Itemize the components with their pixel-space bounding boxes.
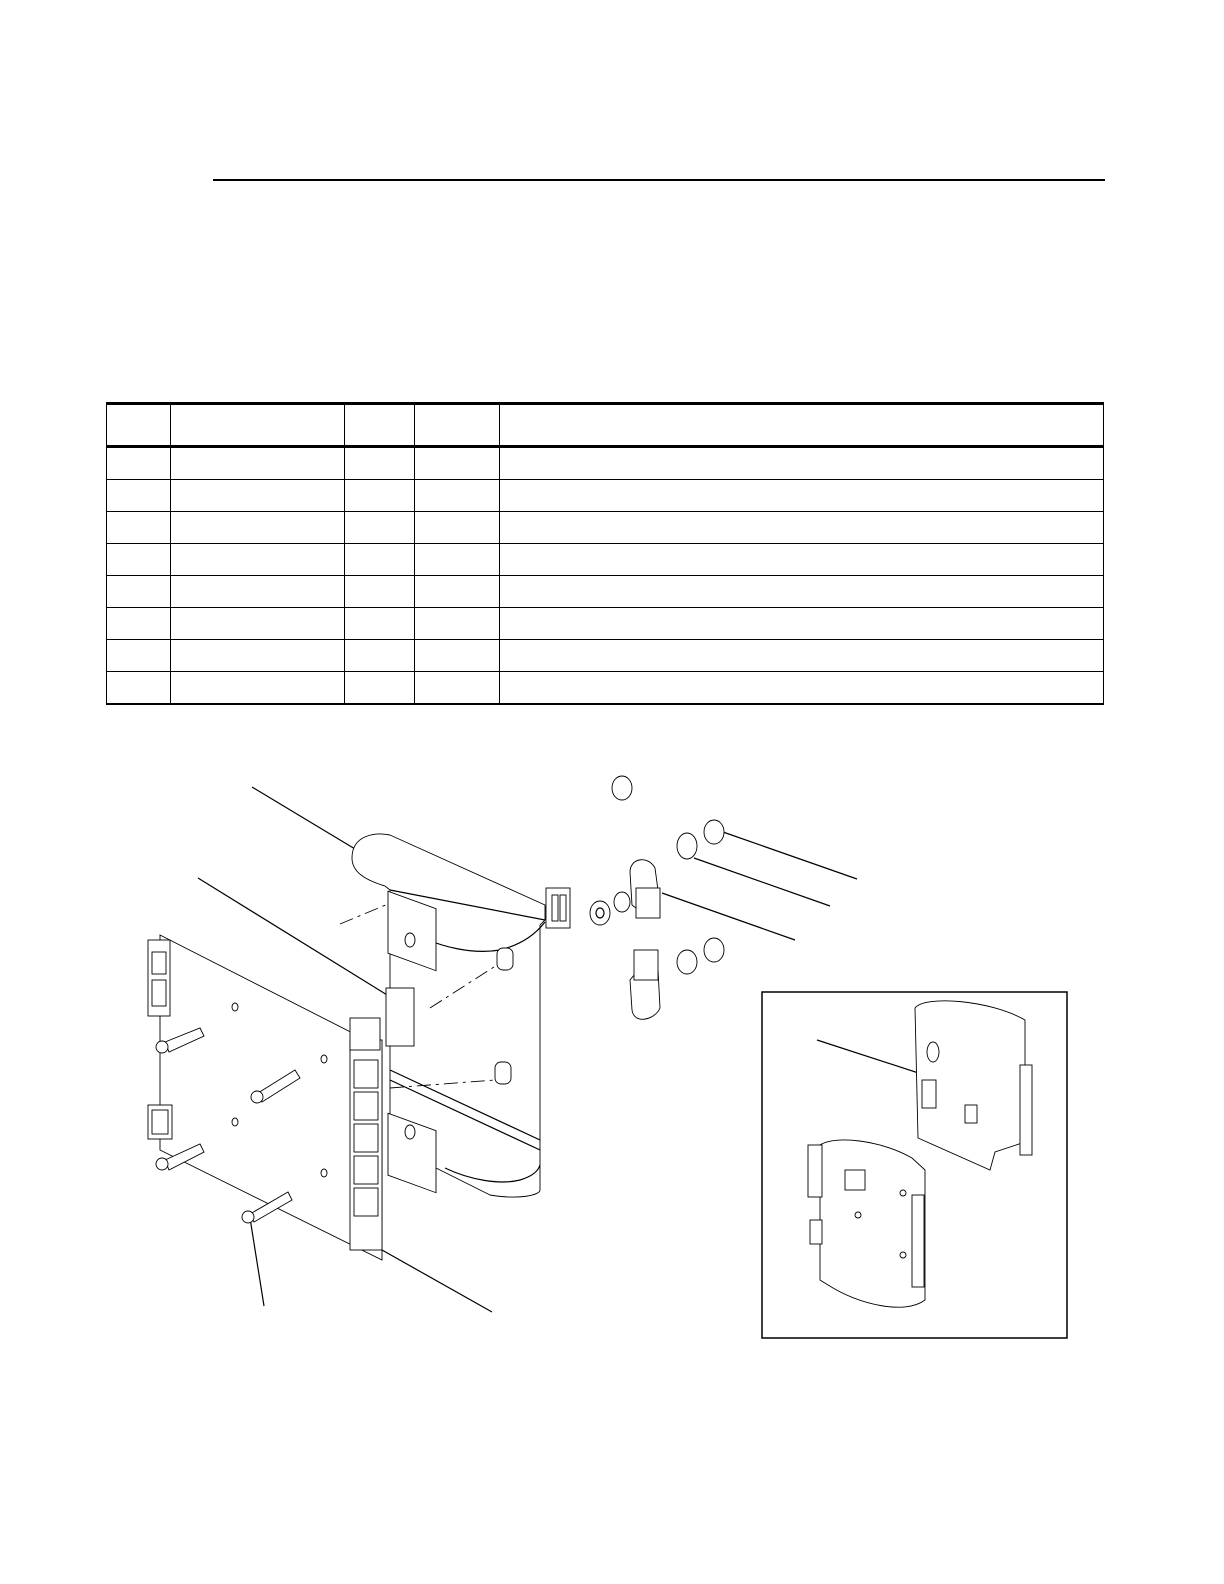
header-cell <box>415 404 500 447</box>
table-cell <box>171 672 345 705</box>
table-cell <box>171 447 345 480</box>
table-cell <box>500 672 1104 705</box>
table-row <box>107 608 1104 640</box>
table-cell <box>171 480 345 512</box>
table-cell <box>415 576 500 608</box>
table-cell <box>500 544 1104 576</box>
header-cell <box>107 404 171 447</box>
table-cell <box>107 480 171 512</box>
table-cell <box>171 608 345 640</box>
table-cell <box>171 544 345 576</box>
table-cell <box>345 672 415 705</box>
table-row <box>107 576 1104 608</box>
table-cell <box>500 640 1104 672</box>
hardware-stack <box>546 776 724 1019</box>
table-cell <box>107 576 171 608</box>
table-row <box>107 544 1104 576</box>
table-row <box>107 512 1104 544</box>
table-cell <box>415 480 500 512</box>
table-cell <box>415 544 500 576</box>
table-row <box>107 447 1104 480</box>
table-row <box>107 672 1104 705</box>
table-cell <box>345 640 415 672</box>
table-cell <box>500 480 1104 512</box>
table-cell <box>415 640 500 672</box>
table-cell <box>345 544 415 576</box>
header-cell <box>345 404 415 447</box>
table-cell <box>500 576 1104 608</box>
table-cell <box>345 512 415 544</box>
header-rule <box>213 179 1105 181</box>
table-cell <box>415 608 500 640</box>
table-cell <box>107 672 171 705</box>
header-cell <box>500 404 1104 447</box>
table-cell <box>171 512 345 544</box>
parts-list-table <box>106 402 1104 705</box>
table-row <box>107 640 1104 672</box>
table-cell <box>171 640 345 672</box>
table-cell <box>345 480 415 512</box>
table-cell <box>345 447 415 480</box>
table-cell <box>107 608 171 640</box>
header-cell <box>171 404 345 447</box>
table-cell <box>345 608 415 640</box>
table-cell <box>415 447 500 480</box>
table-cell <box>107 544 171 576</box>
table-header-row <box>107 404 1104 447</box>
table-cell <box>415 672 500 705</box>
table-cell <box>500 447 1104 480</box>
table-cell <box>500 512 1104 544</box>
table-cell <box>415 512 500 544</box>
table-cell <box>500 608 1104 640</box>
table-cell <box>345 576 415 608</box>
inset-assembled-view <box>762 992 1067 1338</box>
table-cell <box>171 576 345 608</box>
table-row <box>107 480 1104 512</box>
table-cell <box>107 512 171 544</box>
table-cell <box>107 640 171 672</box>
table-cell <box>107 447 171 480</box>
exploded-assembly-drawing <box>0 740 1224 1380</box>
